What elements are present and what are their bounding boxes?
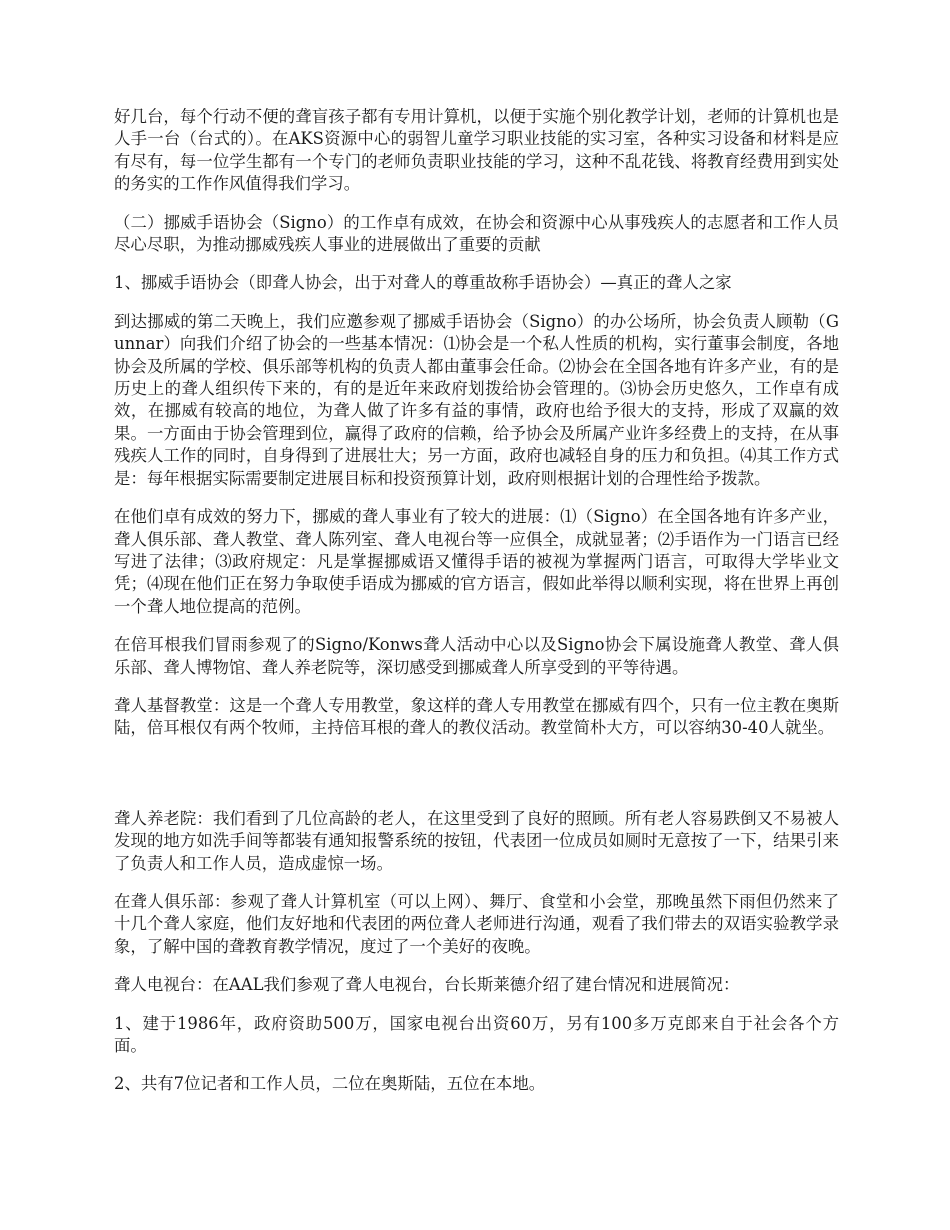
paragraph-deaf-church: 聋人基督教堂：这是一个聋人专用教堂，象这样的聋人专用教堂在挪威有四个，只有一位主教在奥斯陆，倍耳根仅有两个牧师，主持倍耳根的聋人的教仪活动。教堂简朴大方，可以容纳30-40人就坐。 <box>114 695 839 738</box>
paragraph-tv-founding: 1、建于1986年，政府资助500万，国家电视台出资60万，另有100多万克郎来自于社会各个方面。 <box>114 1013 839 1055</box>
paragraph-deaf-home-heading: 1、挪威手语协会（即聋人协会，出于对聋人的尊重故称手语协会）—真正的聋人之家 <box>114 273 732 293</box>
section-gap <box>114 756 839 808</box>
paragraph-signo-heading: （二）挪威手语协会（Signo）的工作卓有成效，在协会和资源中心从事残疾人的志愿者和工作人员尽心尽职，为推动挪威残疾人事业的进展做出了重要的贡献 <box>114 212 839 255</box>
paragraph-bergen-visit: 在倍耳根我们冒雨参观了的Signo/Konws聋人活动中心以及Signo协会下属设施聋人教堂、聋人俱乐部、聋人博物馆、聋人养老院等，深切感受到挪威聋人所享受到的平等待遇。 <box>114 635 839 677</box>
paragraph-deaf-tv-station: 聋人电视台：在AAL我们参观了聋人电视台，台长斯莱德介绍了建台情况和进展简况： <box>114 975 740 995</box>
paragraph-signo-basic-situation: 到达挪威的第二天晚上，我们应邀参观了挪威手语协会（Signo）的办公场所，协会负责人顾勒（Gunnar）向我们介绍了协会的一些基本情况：⑴协会是一个私人性质的机构，实行董事会制度，各地协会及所属的学校、俱乐部等机构的负责人都由董事会任命。⑵协会在全国各地有许多产业，有的是历史上的聋人组织传下来的，有的是近年来政府划拨给协会管理的。⑶协会历史悠久，工作卓有成效，在挪威有较高的地位，为聋人做了许多有益的事情，政府也给予很大的支持，形成了双赢的效果。一方面由于协会管理到位，赢得了政府的信赖，给予协会及所属产业许多经费上的支持，在从事残疾人工作的同时，自身得到了进展壮大；另一方面，政府也减轻自身的压力和负担。⑷其工作方式是：每年根据实际需要制定进展目标和投资预算计划，政府则根据计划的合理性给予拨款。 <box>114 311 839 488</box>
document-body <box>114 106 839 1112</box>
paragraph-deaf-club: 在聋人俱乐部：参观了聋人计算机室（可以上网）、舞厅、食堂和小会堂，那晚虽然下雨但仍然来了十几个聋人家庭，他们友好地和代表团的两位聋人老师进行沟通，观看了我们带去的双语实验教学录象，了解中国的聋教育教学情况，度过了一个美好的夜晚。 <box>114 891 839 956</box>
paragraph-deaf-nursing-home: 聋人养老院：我们看到了几位高龄的老人，在这里受到了良好的照顾。所有老人容易跌倒又不易被人发现的地方如洗手间等都装有通知报警系统的按钮，代表团一位成员如厕时无意按了一下，结果引来了负责人和工作人员，造成虚惊一场。 <box>114 808 839 873</box>
paragraph-deaf-progress: 在他们卓有成效的努力下，挪威的聋人事业有了较大的进展：⑴（Signo）在全国各地有许多产业，聋人俱乐部、聋人教堂、聋人陈列室、聋人电视台等一应俱全，成就显著；⑵手语作为一门语言已经写进了法律；⑶政府规定：凡是掌握挪威语又懂得手语的被视为掌握两门语言，可取得大学毕业文凭；⑷现在他们正在努力争取使手语成为挪威的官方语言，假如此举得以顺利实现，将在世界上再创一个聋人地位提高的范例。 <box>114 507 839 616</box>
paragraph-computers-and-vocational-training: 好几台，每个行动不便的聋盲孩子都有专用计算机，以便于实施个别化教学计划，老师的计算机也是人手一台（台式的）。在AKS资源中心的弱智儿童学习职业技能的实习室，各种实习设备和材料是应有尽有，每一位学生都有一个专门的老师负责职业技能的学习，这种不乱花钱、将教育经费用到实处的务实的工作作风值得我们学习。 <box>114 107 839 194</box>
paragraph-tv-staff: 2、共有7位记者和工作人员，二位在奥斯陆，五位在本地。 <box>114 1074 546 1094</box>
